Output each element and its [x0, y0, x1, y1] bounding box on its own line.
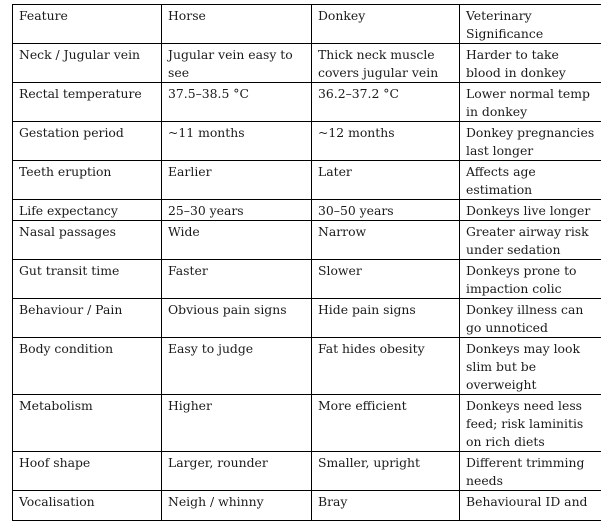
significance-cell: Donkeys need less feed; risk laminitis on rich diets	[460, 395, 601, 452]
feature-cell: Nasal passages	[13, 221, 162, 260]
table-row	[13, 338, 601, 395]
significance-cell: Donkey pregnancies last longer	[460, 122, 601, 161]
header-cell-feature: Feature	[13, 5, 162, 44]
feature-cell: Teeth eruption	[13, 161, 162, 200]
horse-cell: Obvious pain signs	[162, 299, 312, 338]
significance-cell: Donkeys prone to impaction colic	[460, 260, 601, 299]
feature-cell: Behaviour / Pain	[13, 299, 162, 338]
horse-cell: Faster	[162, 260, 312, 299]
table-row	[13, 452, 601, 491]
significance-cell: Donkeys may look slim but be overweight	[460, 338, 601, 395]
table-row	[13, 221, 601, 260]
feature-cell: Rectal temperature	[13, 83, 162, 122]
feature-cell: Vocalisation	[13, 491, 162, 521]
feature-cell: Gut transit time	[13, 260, 162, 299]
horse-cell: Higher	[162, 395, 312, 452]
feature-cell: Metabolism	[13, 395, 162, 452]
table-row	[13, 395, 601, 452]
table-row	[13, 299, 601, 338]
feature-cell: Life expectancy	[13, 200, 162, 221]
horse-cell: 25–30 years	[162, 200, 312, 221]
feature-cell: Gestation period	[13, 122, 162, 161]
table-row	[13, 260, 601, 299]
header-cell-horse: Horse	[162, 5, 312, 44]
feature-cell: Hoof shape	[13, 452, 162, 491]
donkey-cell: Slower	[312, 260, 460, 299]
horse-cell: Jugular vein easy to see	[162, 44, 312, 83]
table-row	[13, 161, 601, 200]
significance-cell: Lower normal temp in donkey	[460, 83, 601, 122]
donkey-cell: Narrow	[312, 221, 460, 260]
table-row	[13, 44, 601, 83]
feature-cell: Neck / Jugular vein	[13, 44, 162, 83]
donkey-cell: Bray	[312, 491, 460, 521]
significance-cell: Behavioural ID and	[460, 491, 601, 521]
table-row	[13, 491, 601, 521]
donkey-cell: Fat hides obesity	[312, 338, 460, 395]
feature-cell: Body condition	[13, 338, 162, 395]
significance-cell: Different trimming needs	[460, 452, 601, 491]
donkey-cell: Smaller, upright	[312, 452, 460, 491]
significance-cell: Affects age estimation	[460, 161, 601, 200]
table-row	[13, 200, 601, 221]
horse-cell: Easy to judge	[162, 338, 312, 395]
donkey-cell: More efficient	[312, 395, 460, 452]
significance-cell: Greater airway risk under sedation	[460, 221, 601, 260]
horse-cell: Neigh / whinny	[162, 491, 312, 521]
donkey-cell: Thick neck muscle covers jugular vein	[312, 44, 460, 83]
table-row	[13, 122, 601, 161]
table-row	[13, 83, 601, 122]
donkey-cell: 30–50 years	[312, 200, 460, 221]
horse-cell: Earlier	[162, 161, 312, 200]
header-cell-donkey: Donkey	[312, 5, 460, 44]
donkey-cell: Hide pain signs	[312, 299, 460, 338]
donkey-cell: Later	[312, 161, 460, 200]
significance-cell: Donkeys live longer	[460, 200, 601, 221]
horse-cell: 37.5–38.5 °C	[162, 83, 312, 122]
significance-cell: Harder to take blood in donkey	[460, 44, 601, 83]
significance-cell: Donkey illness can go unnoticed	[460, 299, 601, 338]
horse-cell: Larger, rounder	[162, 452, 312, 491]
horse-donkey-comparison-table	[12, 4, 601, 521]
header-cell-significance: Veterinary Significance	[460, 5, 601, 44]
horse-cell: Wide	[162, 221, 312, 260]
donkey-cell: ~12 months	[312, 122, 460, 161]
table-header-row	[13, 5, 601, 44]
horse-cell: ~11 months	[162, 122, 312, 161]
donkey-cell: 36.2–37.2 °C	[312, 83, 460, 122]
